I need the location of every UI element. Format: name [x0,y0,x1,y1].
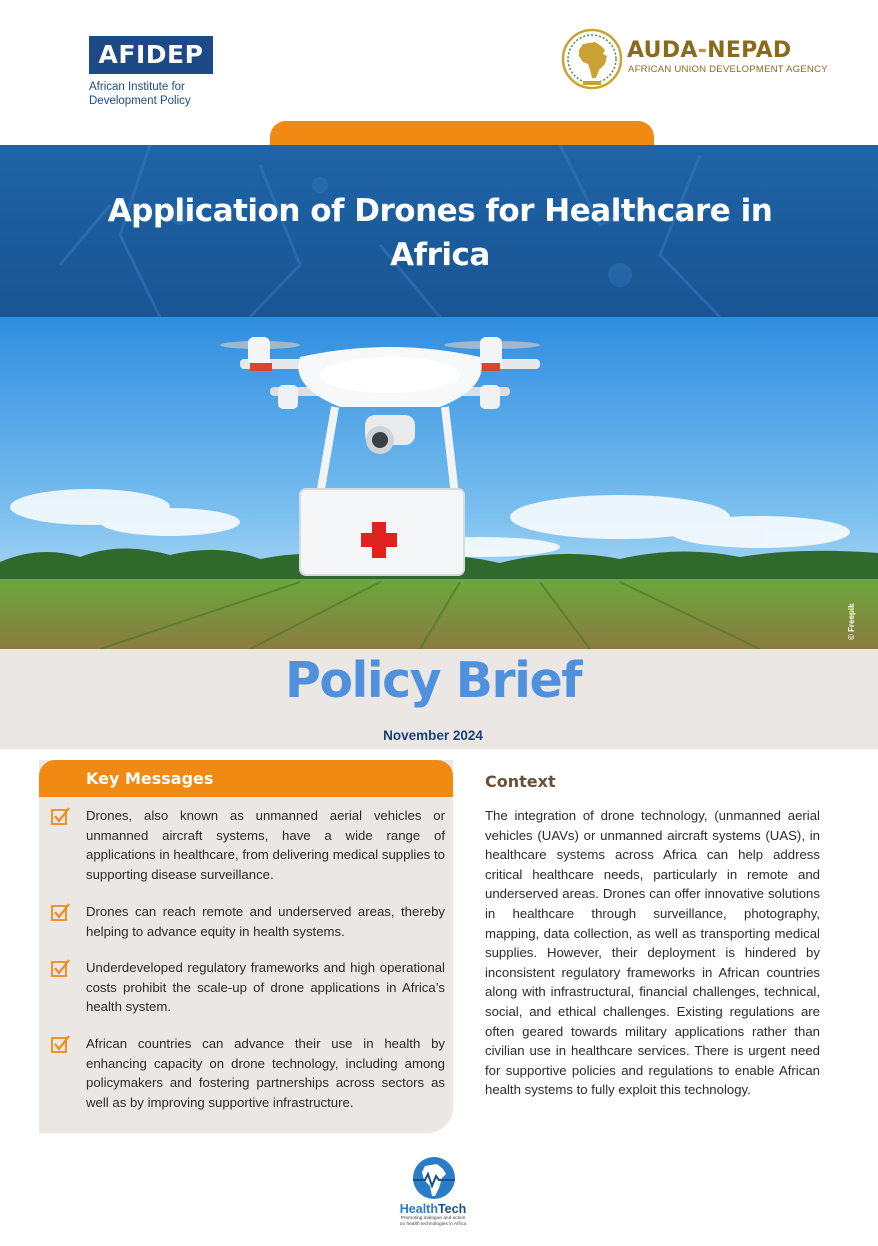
afidep-logo [89,36,213,108]
photo-credit [847,600,875,650]
document-title [60,189,820,277]
healthtech-tagline-line2: on health technologies in Africa [399,1222,467,1227]
policy-brief-heading: Policy Brief [284,652,582,709]
checkbox-check-icon [50,902,72,922]
publication-date: November 2024 [383,728,483,743]
auda-nepad-wordmark [627,38,791,63]
key-message-text: Underdeveloped regulatory frameworks and high operational costs prohibit the scale-up of drone applications in Africa’s health system. [86,960,445,1015]
healthtech-tagline-line1: Promoting dialogue and action [400,1216,466,1221]
nepad-text: NEPAD [707,38,792,63]
afidep-subtitle-line1: African Institute for [89,81,185,93]
key-messages-header [39,760,453,797]
afidep-subtitle-line2: Development Policy [89,95,191,107]
key-message-text: Drones can reach remote and underserved areas, thereby helping to advance equity in health systems. [86,904,445,939]
afidep-wordmark: AFIDEP [89,36,213,74]
auda-text: AUDA [627,38,698,63]
africa-emblem-icon [561,28,623,90]
auda-nepad-logo [561,28,831,92]
context-body: The integration of drone technology, (unmanned aerial vehicles (UAVs) or unmanned aircraft systems (UAS), in healthcare systems across Africa can help address critical healthcare needs, particularly in remote and underserved areas. Drones can offer innovative solutions in healthcare through surveillance, photography, mapping, data collection, as well as transporting medical supplies. However, their deployment is hindered by inconsistent regulatory frameworks in African countries along with infrastructural, financial challenges, technical, social, and ethical challenges. Existing regulations are often geared towards military applications rather than civilian use in healthcare services. There is urgent need for supportive policies and regulations to enable African health systems to fully exploit this technology. [485,808,820,1098]
key-messages-heading: Key Messages [86,769,214,788]
auda-dash: - [697,38,708,63]
healthtech-name-part1: Health [399,1202,438,1216]
healthtech-logo [380,1154,486,1230]
key-message-text: Drones, also known as unmanned aerial vehicles or unmanned aircraft systems, have a wide range of applications in healthcare, from delivering medical supplies to supporting disease surveillance. [86,808,445,882]
checkbox-check-icon [50,958,72,978]
medical-drone-photo-icon [0,317,878,649]
key-message-text: African countries can advance their use in health by enhancing capacity on drone technology, including among policymakers and fostering partnerships across sectors as well as by improving supportive infrastructure. [86,1036,445,1110]
document-title-line2: Africa [390,237,490,273]
healthtech-wordmark [380,1202,486,1216]
hero-drone-image [0,317,878,649]
afidep-subtitle [89,80,213,108]
healthtech-africa-icon [411,1154,457,1202]
auda-tagline: AFRICAN UNION DEVELOPMENT AGENCY [628,64,828,75]
healthtech-name-part2: Tech [437,1202,467,1216]
document-title-line1: Application of Drones for Healthcare in [107,193,773,229]
context-heading: Context [485,772,556,791]
photo-credit-text: © Freepik [847,603,856,640]
title-banner [0,145,878,317]
checkbox-check-icon [50,1034,72,1054]
healthtech-tagline [380,1216,486,1228]
checkbox-check-icon [50,806,72,826]
